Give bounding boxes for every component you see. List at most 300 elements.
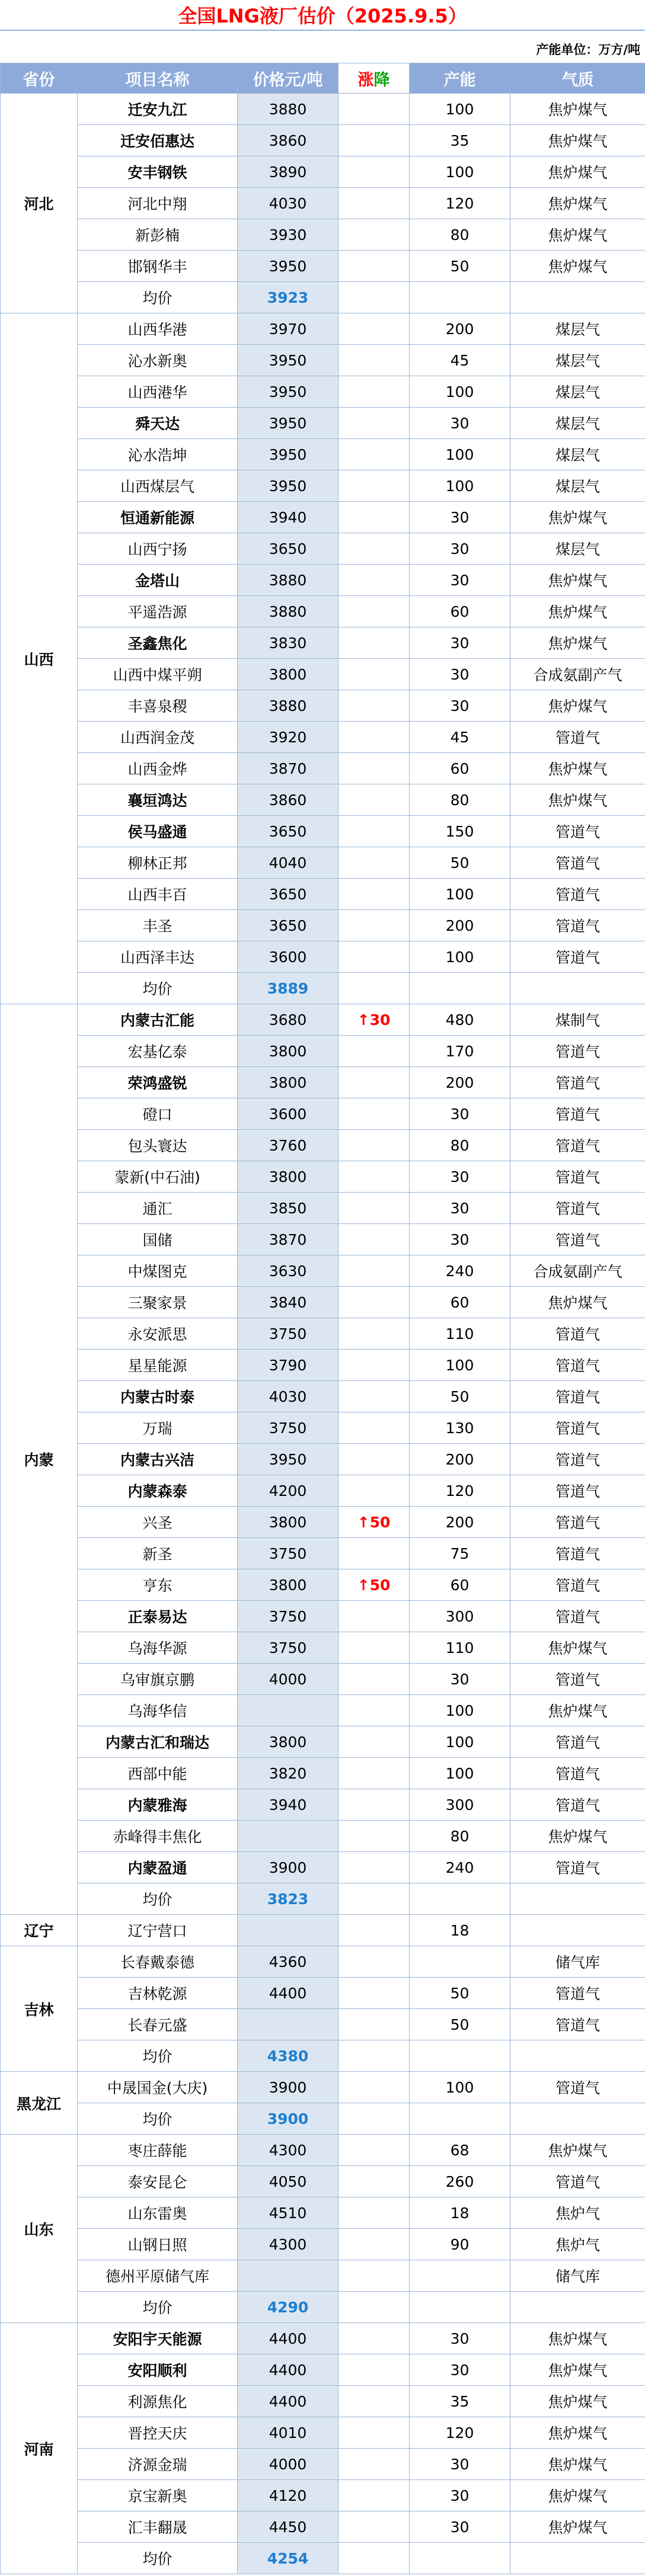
price-cell: 3800 — [238, 1726, 339, 1758]
gas-type-cell: 管道气 — [510, 1852, 645, 1883]
gas-type-cell: 焦炉气 — [510, 2197, 645, 2229]
project-name-cell: 国储 — [78, 1224, 238, 1255]
table-row — [1, 1601, 645, 1632]
project-name-cell: 汇丰翻晟 — [78, 2511, 238, 2543]
header-row — [1, 63, 645, 94]
project-name-cell: 平遥浩源 — [78, 596, 238, 627]
table-row — [1, 94, 645, 125]
capacity-cell: 100 — [410, 1758, 510, 1789]
empty-cell — [339, 2040, 410, 2072]
change-cell — [339, 2135, 410, 2166]
table-row — [1, 2197, 645, 2229]
price-cell: 4300 — [238, 2229, 339, 2260]
empty-cell — [410, 2103, 510, 2135]
change-cell — [339, 94, 410, 125]
table-row — [1, 1318, 645, 1350]
capacity-unit-note: 产能单位：万方/吨 — [536, 43, 640, 57]
capacity-cell: 60 — [410, 1569, 510, 1601]
capacity-cell: 110 — [410, 1632, 510, 1664]
price-cell: 3950 — [238, 1444, 339, 1475]
table-row — [1, 1758, 645, 1789]
change-cell — [339, 1475, 410, 1507]
capacity-cell: 200 — [410, 313, 510, 345]
gas-type-cell: 焦炉煤气 — [510, 156, 645, 188]
project-name-cell: 襄垣鸿达 — [78, 784, 238, 816]
gas-type-cell: 焦炉煤气 — [510, 1821, 645, 1852]
price-cell: 3820 — [238, 1758, 339, 1789]
price-cell: 4360 — [238, 1946, 339, 1978]
capacity-cell: 50 — [410, 1381, 510, 1412]
gas-type-cell: 焦炉气 — [510, 2229, 645, 2260]
average-row — [1, 2543, 645, 2574]
gas-type-cell: 管道气 — [510, 1569, 645, 1601]
header-capacity: 产能 — [410, 63, 510, 94]
table-row — [1, 1569, 645, 1601]
average-price: 4380 — [238, 2040, 339, 2072]
empty-cell — [339, 2543, 410, 2574]
project-name-cell: 宏基亿泰 — [78, 1036, 238, 1067]
price-cell: 3750 — [238, 1632, 339, 1664]
gas-type-cell: 焦炉煤气 — [510, 1287, 645, 1318]
project-name-cell: 亨东 — [78, 1569, 238, 1601]
price-cell: 3900 — [238, 1852, 339, 1883]
project-name-cell: 三聚家景 — [78, 1287, 238, 1318]
table-row — [1, 1098, 645, 1130]
project-name-cell: 中煤图克 — [78, 1255, 238, 1287]
price-cell: 3750 — [238, 1538, 339, 1569]
project-name-cell: 中晟国金(大庆) — [78, 2072, 238, 2103]
price-cell — [238, 1821, 339, 1852]
price-cell: 3800 — [238, 659, 339, 690]
table-row — [1, 1915, 645, 1946]
empty-cell — [510, 2103, 645, 2135]
capacity-cell: 60 — [410, 596, 510, 627]
gas-type-cell: 焦炉煤气 — [510, 2386, 645, 2417]
change-cell — [339, 533, 410, 565]
project-name-cell: 内蒙盈通 — [78, 1852, 238, 1883]
change-cell — [339, 722, 410, 753]
average-price: 3923 — [238, 282, 339, 313]
price-cell — [238, 2009, 339, 2040]
project-name-cell: 辽宁营口 — [78, 1915, 238, 1946]
table-row — [1, 753, 645, 784]
change-cell — [339, 1852, 410, 1883]
header-gas-type: 气质 — [510, 63, 645, 94]
price-cell: 3760 — [238, 1130, 339, 1161]
table-row — [1, 2323, 645, 2354]
price-cell: 3940 — [238, 1789, 339, 1821]
capacity-cell: 35 — [410, 2386, 510, 2417]
gas-type-cell: 焦炉煤气 — [510, 2449, 645, 2480]
header-change — [339, 63, 410, 94]
change-cell — [339, 1632, 410, 1664]
capacity-cell: 240 — [410, 1255, 510, 1287]
average-label: 均价 — [78, 1883, 238, 1915]
change-cell — [339, 816, 410, 847]
price-cell: 3800 — [238, 1507, 339, 1538]
gas-type-cell: 储气库 — [510, 2260, 645, 2292]
average-price: 3900 — [238, 2103, 339, 2135]
price-cell: 4200 — [238, 1475, 339, 1507]
capacity-cell: 130 — [410, 1412, 510, 1444]
table-row — [1, 1821, 645, 1852]
project-name-cell: 山西泽丰达 — [78, 941, 238, 973]
empty-cell — [510, 282, 645, 313]
table-row — [1, 1412, 645, 1444]
price-cell: 3950 — [238, 439, 339, 470]
gas-type-cell: 焦炉煤气 — [510, 125, 645, 156]
capacity-cell: 80 — [410, 1821, 510, 1852]
gas-type-cell: 焦炉煤气 — [510, 753, 645, 784]
project-name-cell: 安阳宇天能源 — [78, 2323, 238, 2354]
header-price: 价格元/吨 — [238, 63, 339, 94]
empty-cell — [410, 2040, 510, 2072]
table-row — [1, 2449, 645, 2480]
change-cell — [339, 1601, 410, 1632]
table-row — [1, 1664, 645, 1695]
project-name-cell: 内蒙古汇能 — [78, 1004, 238, 1036]
gas-type-cell: 管道气 — [510, 910, 645, 941]
gas-type-cell: 管道气 — [510, 1475, 645, 1507]
capacity-cell: 80 — [410, 1130, 510, 1161]
gas-type-cell: 煤层气 — [510, 376, 645, 408]
capacity-cell: 30 — [410, 627, 510, 659]
capacity-cell: 50 — [410, 1978, 510, 2009]
project-name-cell: 丰喜泉稷 — [78, 690, 238, 722]
table-row — [1, 1255, 645, 1287]
price-cell: 4050 — [238, 2166, 339, 2197]
average-row — [1, 2292, 645, 2323]
average-row — [1, 282, 645, 313]
average-label: 均价 — [78, 2292, 238, 2323]
gas-type-cell: 管道气 — [510, 1758, 645, 1789]
project-name-cell: 新圣 — [78, 1538, 238, 1569]
table-row — [1, 910, 645, 941]
change-cell — [339, 941, 410, 973]
project-name-cell: 舜天达 — [78, 408, 238, 439]
price-cell: 3800 — [238, 1036, 339, 1067]
gas-type-cell: 焦炉煤气 — [510, 219, 645, 251]
province-cell: 河南 — [1, 2323, 78, 2574]
change-cell — [339, 2229, 410, 2260]
change-cell — [339, 1287, 410, 1318]
capacity-cell: 100 — [410, 1695, 510, 1726]
change-cell — [339, 1318, 410, 1350]
table-row — [1, 2511, 645, 2543]
table-row — [1, 345, 645, 376]
price-cell: 4400 — [238, 2386, 339, 2417]
project-name-cell: 山西港华 — [78, 376, 238, 408]
project-name-cell: 山西宁扬 — [78, 533, 238, 565]
gas-type-cell: 管道气 — [510, 2072, 645, 2103]
table-row — [1, 1224, 645, 1255]
gas-type-cell: 合成氨副产气 — [510, 659, 645, 690]
header-change-up: 涨 — [357, 71, 374, 89]
change-cell — [339, 1758, 410, 1789]
table-row — [1, 2417, 645, 2449]
gas-type-cell: 焦炉煤气 — [510, 251, 645, 282]
price-cell: 3630 — [238, 1255, 339, 1287]
price-cell: 3600 — [238, 1098, 339, 1130]
change-cell — [339, 1664, 410, 1695]
project-name-cell: 西部中能 — [78, 1758, 238, 1789]
gas-type-cell: 管道气 — [510, 1350, 645, 1381]
project-name-cell: 沁水浩坤 — [78, 439, 238, 470]
project-name-cell: 利源焦化 — [78, 2386, 238, 2417]
price-cell: 3650 — [238, 533, 339, 565]
gas-type-cell: 管道气 — [510, 816, 645, 847]
table-row — [1, 784, 645, 816]
price-cell: 3750 — [238, 1318, 339, 1350]
table-row — [1, 1193, 645, 1224]
empty-cell — [410, 973, 510, 1004]
project-name-cell: 包头寰达 — [78, 1130, 238, 1161]
capacity-cell: 30 — [410, 1161, 510, 1193]
gas-type-cell: 管道气 — [510, 1224, 645, 1255]
gas-type-cell: 焦炉煤气 — [510, 1695, 645, 1726]
change-cell — [339, 2072, 410, 2103]
capacity-cell: 30 — [410, 2480, 510, 2511]
price-cell — [238, 2260, 339, 2292]
capacity-cell: 100 — [410, 2072, 510, 2103]
capacity-cell: 200 — [410, 1507, 510, 1538]
capacity-cell: 30 — [410, 2449, 510, 2480]
capacity-cell: 68 — [410, 2135, 510, 2166]
capacity-cell: 30 — [410, 1664, 510, 1695]
header-project-name: 项目名称 — [78, 63, 238, 94]
change-cell — [339, 627, 410, 659]
price-cell: 3650 — [238, 816, 339, 847]
table-row — [1, 1444, 645, 1475]
price-cell: 3750 — [238, 1412, 339, 1444]
change-cell — [339, 596, 410, 627]
average-label: 均价 — [78, 973, 238, 1004]
province-cell: 河北 — [1, 94, 78, 313]
empty-cell — [410, 282, 510, 313]
gas-type-cell: 管道气 — [510, 722, 645, 753]
price-cell: 3600 — [238, 941, 339, 973]
price-table — [0, 63, 645, 2574]
price-cell: 3860 — [238, 784, 339, 816]
change-cell — [339, 2354, 410, 2386]
project-name-cell: 河北中翔 — [78, 188, 238, 219]
price-cell: 3860 — [238, 125, 339, 156]
capacity-cell: 30 — [410, 2511, 510, 2543]
gas-type-cell: 焦炉煤气 — [510, 565, 645, 596]
project-name-cell: 兴圣 — [78, 1507, 238, 1538]
price-cell: 4000 — [238, 2449, 339, 2480]
project-name-cell: 京宝新奥 — [78, 2480, 238, 2511]
gas-type-cell: 焦炉煤气 — [510, 2480, 645, 2511]
table-row — [1, 565, 645, 596]
gas-type-cell — [510, 1915, 645, 1946]
change-cell — [339, 1161, 410, 1193]
gas-type-cell: 煤制气 — [510, 1004, 645, 1036]
empty-cell — [510, 2543, 645, 2574]
empty-cell — [510, 973, 645, 1004]
price-cell: 3750 — [238, 1601, 339, 1632]
table-row — [1, 1789, 645, 1821]
project-name-cell: 山东雷奥 — [78, 2197, 238, 2229]
change-cell — [339, 1695, 410, 1726]
gas-type-cell: 管道气 — [510, 879, 645, 910]
price-cell: 3950 — [238, 376, 339, 408]
capacity-cell: 200 — [410, 1067, 510, 1098]
table-row — [1, 1130, 645, 1161]
project-name-cell: 乌海华信 — [78, 1695, 238, 1726]
capacity-cell: 30 — [410, 502, 510, 533]
project-name-cell: 山西丰百 — [78, 879, 238, 910]
price-cell: 3880 — [238, 690, 339, 722]
gas-type-cell: 管道气 — [510, 1538, 645, 1569]
price-cell: 3890 — [238, 156, 339, 188]
gas-type-cell: 焦炉煤气 — [510, 2417, 645, 2449]
table-row — [1, 251, 645, 282]
price-cell: 4010 — [238, 2417, 339, 2449]
average-label: 均价 — [78, 282, 238, 313]
capacity-cell: 30 — [410, 2354, 510, 2386]
capacity-cell: 100 — [410, 470, 510, 502]
change-cell — [339, 847, 410, 879]
change-cell — [339, 1130, 410, 1161]
gas-type-cell: 管道气 — [510, 1130, 645, 1161]
table-row — [1, 2009, 645, 2040]
price-cell — [238, 1695, 339, 1726]
capacity-cell: 120 — [410, 2417, 510, 2449]
empty-cell — [410, 2292, 510, 2323]
gas-type-cell: 焦炉煤气 — [510, 502, 645, 533]
table-row — [1, 188, 645, 219]
gas-type-cell: 管道气 — [510, 1601, 645, 1632]
project-name-cell: 正泰易达 — [78, 1601, 238, 1632]
change-cell — [339, 408, 410, 439]
price-cell: 3790 — [238, 1350, 339, 1381]
project-name-cell: 磴口 — [78, 1098, 238, 1130]
project-name-cell: 柳林正邦 — [78, 847, 238, 879]
project-name-cell: 内蒙古汇和瑞达 — [78, 1726, 238, 1758]
empty-cell — [339, 282, 410, 313]
capacity-cell: 60 — [410, 753, 510, 784]
price-cell: 3950 — [238, 345, 339, 376]
capacity-cell: 300 — [410, 1601, 510, 1632]
gas-type-cell: 管道气 — [510, 1789, 645, 1821]
gas-type-cell: 焦炉煤气 — [510, 94, 645, 125]
table-row — [1, 1852, 645, 1883]
average-label: 均价 — [78, 2543, 238, 2574]
gas-type-cell: 焦炉煤气 — [510, 784, 645, 816]
change-cell — [339, 1381, 410, 1412]
project-name-cell: 迁安佰惠达 — [78, 125, 238, 156]
capacity-cell: 100 — [410, 1726, 510, 1758]
gas-type-cell: 管道气 — [510, 1978, 645, 2009]
change-cell — [339, 251, 410, 282]
change-cell — [339, 2480, 410, 2511]
table-row — [1, 1507, 645, 1538]
table-row — [1, 2354, 645, 2386]
change-cell — [339, 345, 410, 376]
capacity-cell: 30 — [410, 690, 510, 722]
table-row — [1, 2480, 645, 2511]
price-cell: 3840 — [238, 1287, 339, 1318]
table-row — [1, 1946, 645, 1978]
change-cell — [339, 2386, 410, 2417]
table-row — [1, 1538, 645, 1569]
change-cell — [339, 502, 410, 533]
gas-type-cell: 管道气 — [510, 1507, 645, 1538]
project-name-cell: 长春元盛 — [78, 2009, 238, 2040]
table-row — [1, 2229, 645, 2260]
capacity-cell: 50 — [410, 251, 510, 282]
capacity-cell — [410, 1946, 510, 1978]
table-row — [1, 533, 645, 565]
gas-type-cell: 焦炉煤气 — [510, 1632, 645, 1664]
change-cell — [339, 376, 410, 408]
change-cell — [339, 1036, 410, 1067]
price-cell: 3950 — [238, 251, 339, 282]
capacity-cell: 30 — [410, 408, 510, 439]
gas-type-cell: 合成氨副产气 — [510, 1255, 645, 1287]
project-name-cell: 万瑞 — [78, 1412, 238, 1444]
price-cell — [238, 1915, 339, 1946]
project-name-cell: 迁安九江 — [78, 94, 238, 125]
capacity-cell: 80 — [410, 784, 510, 816]
gas-type-cell: 煤层气 — [510, 470, 645, 502]
province-cell: 内蒙 — [1, 1004, 78, 1915]
capacity-cell: 200 — [410, 910, 510, 941]
price-cell: 3880 — [238, 565, 339, 596]
empty-cell — [339, 1883, 410, 1915]
project-name-cell: 安丰钢铁 — [78, 156, 238, 188]
capacity-cell: 30 — [410, 1193, 510, 1224]
change-cell: ↑30 — [339, 1004, 410, 1036]
change-cell — [339, 1255, 410, 1287]
project-name-cell: 乌审旗京鹏 — [78, 1664, 238, 1695]
page-title: 全国LNG液厂估价（2025.9.5） — [178, 5, 467, 27]
change-cell: ↑50 — [339, 1507, 410, 1538]
province-cell: 黑龙江 — [1, 2072, 78, 2135]
capacity-cell: 170 — [410, 1036, 510, 1067]
change-cell — [339, 690, 410, 722]
project-name-cell: 山西金烨 — [78, 753, 238, 784]
capacity-cell: 120 — [410, 1475, 510, 1507]
project-name-cell: 济源金瑞 — [78, 2449, 238, 2480]
project-name-cell: 邯钢华丰 — [78, 251, 238, 282]
price-cell: 4030 — [238, 1381, 339, 1412]
change-cell — [339, 219, 410, 251]
table-row — [1, 125, 645, 156]
table-row — [1, 313, 645, 345]
gas-type-cell: 焦炉煤气 — [510, 627, 645, 659]
project-name-cell: 乌海华源 — [78, 1632, 238, 1664]
table-row — [1, 2260, 645, 2292]
capacity-cell: 480 — [410, 1004, 510, 1036]
gas-type-cell: 管道气 — [510, 1412, 645, 1444]
capacity-cell: 35 — [410, 125, 510, 156]
price-cell: 3800 — [238, 1569, 339, 1601]
capacity-cell: 100 — [410, 439, 510, 470]
table-row — [1, 596, 645, 627]
change-cell — [339, 2449, 410, 2480]
project-name-cell: 侯马盛通 — [78, 816, 238, 847]
price-cell: 3880 — [238, 596, 339, 627]
average-row — [1, 2103, 645, 2135]
table-row — [1, 1287, 645, 1318]
average-row — [1, 2040, 645, 2072]
project-name-cell: 内蒙森泰 — [78, 1475, 238, 1507]
table-row — [1, 1632, 645, 1664]
empty-cell — [510, 2040, 645, 2072]
table-row — [1, 659, 645, 690]
